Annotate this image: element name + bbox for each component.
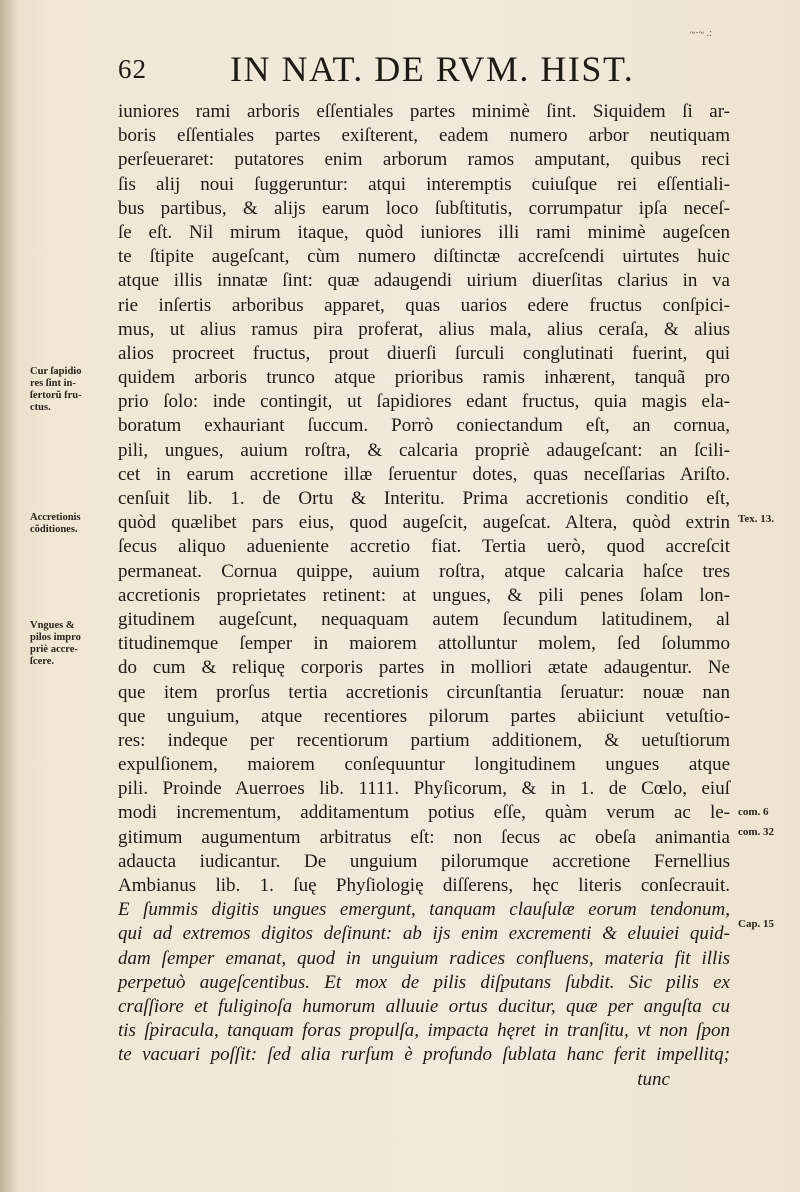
- margin-ref-comment: com. 6: [738, 806, 769, 818]
- page-number: 62: [118, 54, 147, 84]
- text-line: pili. Proinde Auerroes lib. 1111. Phyſicorum, & in 1. de Cœlo, eiuſ: [118, 778, 730, 800]
- text-line: Ambianus lib. 1. ſuę Phyſiologię diſſerens, hęc literis conſecrauit.: [118, 875, 730, 896]
- running-title: IN NAT. DE RVM. HIST.: [230, 49, 635, 89]
- text-line: mus, ut alius ramus pira proferat, alius mala, alius ceraſa, & alius: [118, 318, 730, 340]
- main-text: [118, 100, 730, 1092]
- margin-ref-text: Tex. 13.: [738, 513, 774, 525]
- text-line: titudinemque ſemper in maiorem attolluntur molem, ſed ſolummo: [118, 633, 730, 655]
- text-line: te ſtipite augeſcant, cùm numero diſtinctæ accreſcendi uirtutes huic: [118, 246, 730, 268]
- text-line: boris eſſentiales partes exiſterent, eadem numero arbor neutiquam: [118, 125, 730, 147]
- text-line: perſeueraret: putatores enim arborum ramos amputant, quibus reci: [118, 149, 730, 171]
- quote-line: dam ſemper emanat, quod in unguium radices confluens, materia fit illis: [118, 947, 730, 969]
- text-line: alios procreet fructus, prout diuerſi ſurculi conglutinati fuerint, qui: [118, 342, 730, 364]
- text-line: cenſuit lib. 1. de Ortu & Interitu. Prima accretionis conditio eſt,: [118, 488, 730, 509]
- text-line: adaucta iudicantur. De unguium pilorumque accretione Fernellius: [118, 850, 730, 872]
- text-line: rie inſertis arboribus apparet, quas uarios edere fructus conſpici-: [118, 294, 730, 316]
- text-line: ſe eſt. Nil mirum itaque, quòd iuniores illi rami minimè augeſcen: [118, 221, 730, 243]
- quote-line: perpetuò augeſcentibus. Et mox de pilis diſputans ſubdit. Sic pilis ex: [118, 971, 730, 993]
- text-line: res: indeque per recentiorum partium additionem, & uetuſtiorum: [118, 729, 730, 751]
- text-line: bus partibus, & alijs earum loco ſubſtitutis, corrumpatur ipſa neceſ-: [118, 197, 730, 219]
- catchword: tunc: [637, 1068, 670, 1090]
- quote-line: te vacuari poſſit: ſed alia rurſum è profundo ſublata hanc ferit impellitq;: [118, 1044, 730, 1066]
- margin-note-accretionis: Accretionis cõditiones.: [30, 512, 81, 535]
- text-line: accretionis proprietates retinent: at ungues, & pili penes ſolam lon-: [118, 584, 730, 606]
- quote-line: E ſummis digitis ungues emergunt, tanquam clauſulæ eorum tendonum,: [118, 899, 730, 921]
- ink-marks: ~·~ .:: [690, 28, 712, 39]
- text-line: gitudinem augeſcunt, nequaquam autem ſecundum latitudinem, al: [118, 608, 730, 630]
- margin-note-vngues: Vngues & pilos impro priè accre- ſcere.: [30, 620, 81, 667]
- quote-line: qui ad extremos digitos deſinunt: ab ijs enim excrementi & eluuiei quid-: [118, 923, 730, 945]
- text-line: quòd quælibet pars eius, quod augeſcit, augeſcat. Altera, quòd extrin: [118, 512, 730, 534]
- gutter-shadow: [0, 0, 18, 1192]
- text-line: que unguium, atque recentiores pilorum partes abiiciunt vetuſtio-: [118, 705, 730, 727]
- text-line: ſis alij noui ſuggeruntur: atqui interemptis cuiuſque rei eſſentiali-: [118, 173, 730, 195]
- page-header: [118, 48, 678, 92]
- text-line: boratum exhauriant ſuccum. Porrò coniectandum eſt, an cornua,: [118, 415, 730, 437]
- text-line: permaneat. Cornua quippe, auium roſtra, atque calcaria haſce tres: [118, 560, 730, 582]
- text-line: do cum & reliquę corporis partes in molliori ætate adaugentur. Ne: [118, 657, 730, 679]
- text-line: expulſionem, maiorem conſequuntur longitudinem ungues atque: [118, 754, 730, 776]
- text-line: gitimum augumentum arbitratus eſt: non ſecus ac obeſa animantia: [118, 826, 730, 848]
- text-line: modi incrementum, additamentum potius eſſe, quàm verum ac le-: [118, 802, 730, 824]
- text-line: que item prorſus tertia accretionis circunſtantia ſeruatur: nouæ nan: [118, 681, 730, 703]
- text-line: quidem arboris trunco atque prioribus ramis inhærent, tanquã pro: [118, 367, 730, 389]
- text-line: pili, ungues, auium roſtra, & calcaria propriè adaugeſcant: an ſcili-: [118, 439, 730, 461]
- text-line: ſecus aliquo adueniente accretio fiat. Tertia uerò, quod accreſcit: [118, 536, 730, 558]
- margin-note-cur-sapidiores: Cur ſapidio res ſint in- ſertorũ fru- ctus.: [30, 366, 82, 413]
- text-line: atque illis innatæ ſint: quæ adaugendi uirium diuerſitas clarius in va: [118, 270, 730, 292]
- text-line: cet in earum accretione illæ ſeruentur dotes, quas neceſſarias Ariſto.: [118, 463, 730, 485]
- quote-line: tis ſpiracula, tanquam foras propulſa, impacta hęret in tranſitu, vt non ſpon: [118, 1020, 730, 1042]
- quote-line: craſſiore et fuliginoſa humorum alluuie ortus ducitur, quæ per anguſta cu: [118, 995, 730, 1017]
- text-line: prio ſolo: inde contingit, ut ſapidiores edant fructus, quia magis ela-: [118, 391, 730, 413]
- margin-ref-comment: com. 32: [738, 826, 775, 838]
- text-line: iuniores rami arboris eſſentiales partes minimè ſint. Siquidem ſi ar-: [118, 101, 730, 122]
- margin-ref-chapter: Cap. 15: [738, 918, 775, 930]
